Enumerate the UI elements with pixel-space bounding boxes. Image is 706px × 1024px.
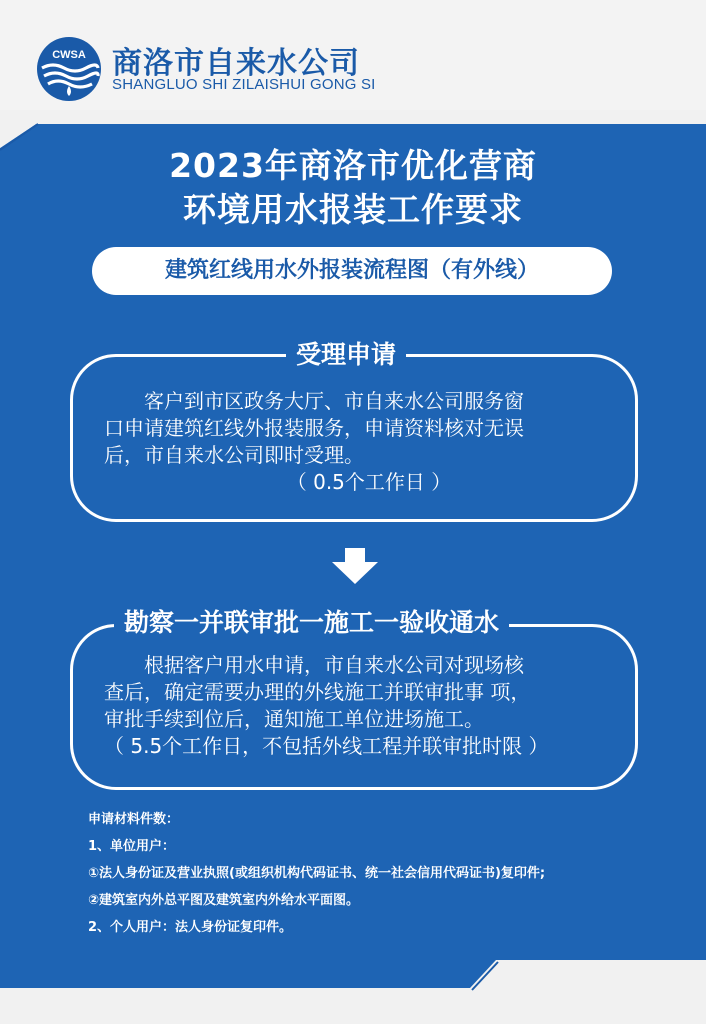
step-text-approval <box>104 652 634 760</box>
materials-item: 1、单位用户： <box>88 839 176 854</box>
materials-item: ①法人身份证及营业执照(或组织机构代码证书、统一社会信用代码证书)复印件; <box>88 866 546 881</box>
company-name-en: SHANGLUO SHI ZILAISHUI GONG SI <box>112 76 376 93</box>
step-line: 口申请建筑红线外报装服务，申请资料核对无误 <box>104 416 524 440</box>
step-duration: （ 0.5个工作日 ） <box>286 470 452 494</box>
step-heading-approval: 勘察一并联审批一施工一验收通水 <box>114 606 509 640</box>
company-name-cn: 商洛市自来水公司 <box>112 46 360 81</box>
step-heading-application: 受理申请 <box>286 339 406 371</box>
title-line-1: 2023年商洛市优化营商 <box>169 146 537 185</box>
down-arrow-icon <box>332 548 378 584</box>
subtitle-badge: 建筑红线用水外报装流程图（有外线） <box>92 247 612 295</box>
logo-text: CWSA <box>52 49 86 61</box>
materials-section <box>88 806 545 941</box>
step-line: 根据客户用水申请，市自来水公司对现场核 <box>144 653 524 677</box>
materials-title: 申请材料件数： <box>88 812 180 827</box>
materials-item: 2、个人用户：法人身份证复印件。 <box>88 920 293 935</box>
step-duration: （ 5.5个工作日，不包括外线工程并联审批时限 ） <box>104 734 549 758</box>
step-line: 审批手续到位后，通知施工单位进场施工。 <box>104 707 484 731</box>
step-text-application <box>104 388 634 496</box>
step-line: 后，市自来水公司即时受理。 <box>104 443 364 467</box>
materials-item: ②建筑室内外总平图及建筑室内外给水平面图。 <box>88 893 360 908</box>
title-line-2: 环境用水报装工作要求 <box>183 190 523 229</box>
step-line: 查后，确定需要办理的外线施工并联审批事 项， <box>104 680 531 704</box>
step-line: 客户到市区政务大厅、市自来水公司服务窗 <box>144 389 524 413</box>
page-title <box>0 144 706 232</box>
